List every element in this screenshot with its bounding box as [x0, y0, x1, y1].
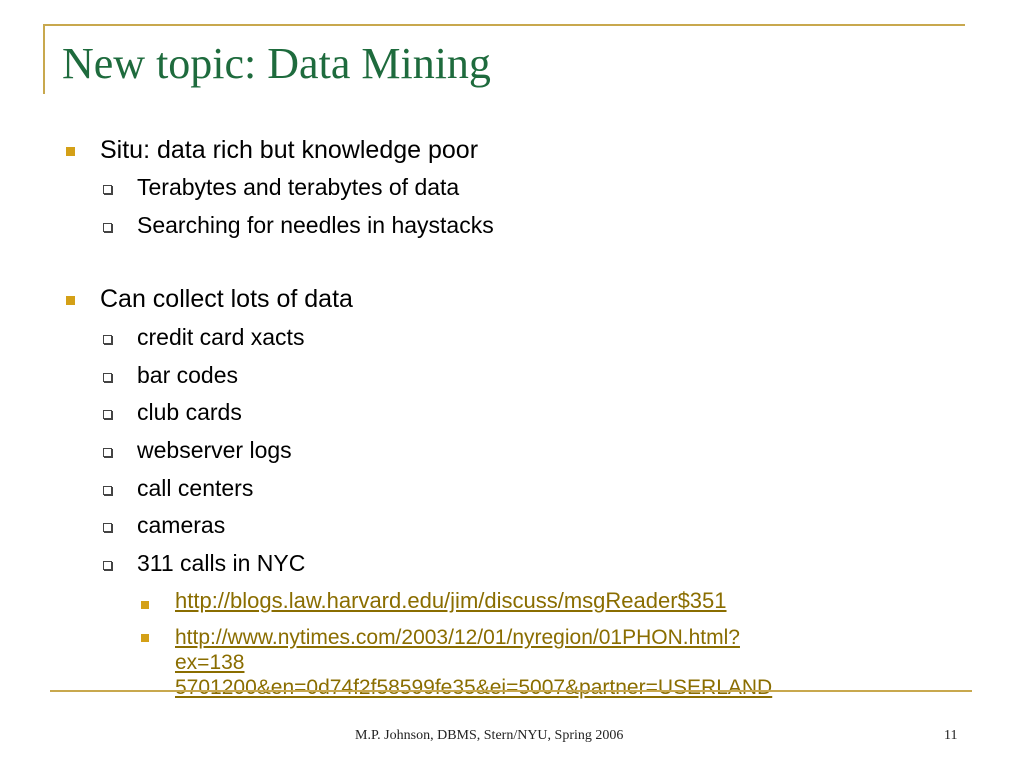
- frame-top-rule: [43, 24, 965, 26]
- bullet-level2: call centers: [137, 475, 254, 501]
- harvard-blog-link[interactable]: http://blogs.law.harvard.edu/jim/discuss/msgReader$351: [175, 588, 727, 613]
- frame-left-rule: [43, 24, 45, 94]
- nytimes-link-line2: 5701200&en=0d74f2f58599fe35&ei=5007&partner=USERLAND: [175, 676, 773, 699]
- hollow-square-bullet-icon: [103, 373, 112, 382]
- square-bullet-icon: [141, 601, 149, 609]
- hollow-square-bullet-icon: [103, 561, 112, 570]
- nytimes-link[interactable]: [175, 626, 772, 699]
- hollow-square-bullet-icon: [103, 335, 112, 344]
- hollow-square-bullet-icon: [103, 448, 112, 457]
- footer-author: M.P. Johnson, DBMS, Stern/NYU, Spring 2006: [355, 728, 624, 743]
- hollow-square-bullet-icon: [103, 486, 112, 495]
- bullet-level2: Searching for needles in haystacks: [137, 212, 494, 238]
- bullet-level3: [175, 625, 772, 700]
- nytimes-link-line1: http://www.nytimes.com/2003/12/01/nyregion/01PHON.html?ex=138: [175, 626, 740, 674]
- hollow-square-bullet-icon: [103, 185, 112, 194]
- bullet-level2: Terabytes and terabytes of data: [137, 174, 460, 200]
- square-bullet-icon: [66, 296, 75, 305]
- bullet-level1: Situ: data rich but knowledge poor: [100, 136, 479, 164]
- footer-divider: [50, 690, 972, 692]
- hollow-square-bullet-icon: [103, 410, 112, 419]
- hollow-square-bullet-icon: [103, 223, 112, 232]
- hollow-square-bullet-icon: [103, 523, 112, 532]
- bullet-level2: bar codes: [137, 362, 239, 388]
- slide-title: New topic: Data Mining: [62, 39, 491, 88]
- square-bullet-icon: [66, 147, 75, 156]
- square-bullet-icon: [141, 634, 149, 642]
- bullet-level2: cameras: [137, 512, 226, 538]
- bullet-level2: 311 calls in NYC: [137, 550, 306, 576]
- page-number: 11: [944, 728, 958, 743]
- bullet-level2: club cards: [137, 399, 242, 425]
- bullet-level1: Can collect lots of data: [100, 285, 353, 313]
- bullet-level2: credit card xacts: [137, 324, 305, 350]
- bullet-level2: webserver logs: [137, 437, 292, 463]
- bullet-level3: [175, 590, 727, 612]
